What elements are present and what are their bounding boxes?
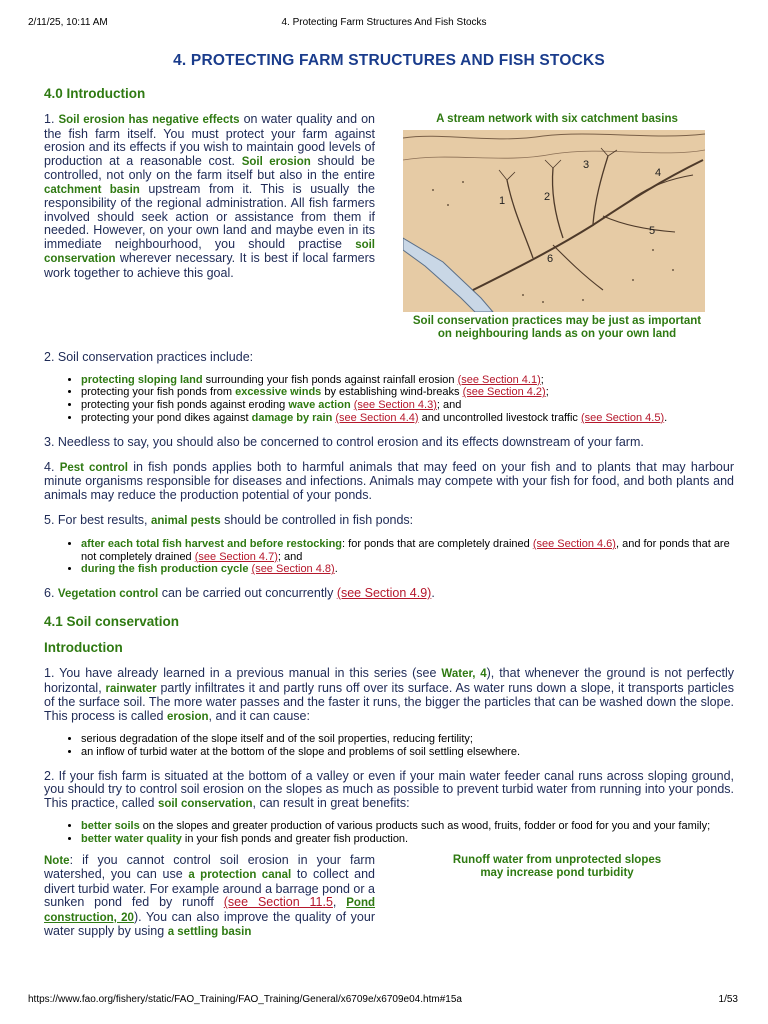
print-datetime: 2/11/25, 10:11 AM	[28, 17, 108, 28]
intro-paragraph-4	[44, 461, 734, 503]
term-protection-canal: a protection canal	[188, 869, 292, 882]
section-link-4-5[interactable]: (see Section 4.5)	[580, 411, 665, 424]
section-link-4-8[interactable]: (see Section 4.8)	[251, 563, 335, 576]
list-item	[81, 386, 734, 399]
term-settling-basin: a settling basin	[167, 926, 252, 939]
text-run: , and it can cause:	[208, 708, 310, 723]
para-number: 6.	[44, 585, 58, 600]
runoff-caption-1: Runoff water from unprotected slopes	[452, 853, 662, 866]
soil-paragraph-2	[44, 770, 734, 812]
term-vegetation-control: Vegetation control	[57, 587, 159, 600]
list-item	[81, 833, 734, 846]
term: after each total fish harvest and before restocking	[81, 537, 343, 550]
basin-label-6: 6	[547, 252, 554, 265]
section-link-4-3[interactable]: (see Section 4.3)	[353, 398, 437, 411]
term: better water quality	[81, 833, 182, 846]
term: better soils	[81, 820, 140, 833]
print-footer	[0, 992, 768, 1008]
erosion-effects-list	[44, 733, 734, 758]
term: protecting sloping land	[81, 373, 203, 386]
text-run: and uncontrolled livestock traffic	[418, 411, 581, 424]
term-animal-pests: animal pests	[150, 515, 221, 528]
term-soil-erosion-effects: Soil erosion has negative effects	[58, 114, 240, 126]
text-run: by establishing wind-breaks	[321, 386, 463, 399]
text-run: .	[334, 563, 338, 576]
note-label: Note	[44, 854, 70, 867]
pest-control-list	[44, 538, 734, 576]
section-link-4-9[interactable]: (see Section 4.9)	[336, 585, 432, 600]
runoff-figure	[396, 854, 718, 881]
text-run: to collect and divert turbid water. For example around a barrage pond or a sunken pond fed by runoff	[44, 867, 375, 910]
text-run: .	[431, 585, 435, 600]
stream-network-illustration	[403, 130, 705, 312]
text-run: 5. For best results,	[44, 513, 151, 528]
text-run: wherever necessary. It is best if local farmers work together to achieve this goal.	[44, 251, 375, 280]
term: excessive winds	[235, 386, 322, 399]
text-run: should be controlled, not only on the farm itself but also in the entire	[44, 153, 375, 182]
text-run: ;	[545, 386, 549, 399]
list-item: • serious degradation of the slope itself and of the soil properties, reducing fertility;	[81, 733, 734, 746]
text-run: on the slopes and greater production of various products such as wood, fruits, fodder or food for you and your family;	[139, 820, 711, 833]
catchment-figure	[396, 113, 718, 342]
runoff-caption-2: may increase pond turbidity	[480, 867, 634, 880]
term: wave action	[288, 398, 351, 411]
text-run: in your fish ponds and greater fish production.	[181, 833, 409, 846]
basin-label-4: 4	[655, 166, 662, 179]
term-rainwater: rainwater	[105, 682, 157, 695]
text-run: : if you cannot control soil erosion in your farm watershed, you can use	[44, 852, 375, 882]
soil-conservation-heading: 4.1 Soil conservation	[44, 614, 180, 630]
list-item	[81, 412, 734, 425]
print-header	[0, 6, 768, 28]
section-link-4-7[interactable]: (see Section 4.7)	[194, 550, 278, 563]
text-run: should be controlled in fish ponds:	[220, 513, 414, 528]
benefits-list	[44, 820, 734, 845]
text-run: : for ponds that are completely drained	[342, 537, 533, 550]
page-title: 4. PROTECTING FARM STRUCTURES AND FISH STOCKS	[173, 52, 605, 69]
text-run: on water quality and on the fish farm itself. You must protect your farm against erosion and its effects if you wish to maintain good levels of production at a reasonable cost.	[44, 112, 375, 168]
text-run: upstream from it. This is usually the responsibility of the regional administration. All fish farmers involved should seek action or assistance from them if needed. However, on your own land and maybe even in its immediate neighbourhood, you should practise	[44, 181, 376, 251]
para-number: 1.	[44, 112, 59, 126]
section-link-4-6[interactable]: (see Section 4.6)	[532, 537, 616, 550]
text-run: ; and	[277, 550, 303, 563]
intro-heading: 4.0 Introduction	[44, 86, 146, 101]
print-url: https://www.fao.org/fishery/static/FAO_Training/FAO_Training/General/x6709e/x6709e04.htm#15a	[28, 994, 462, 1005]
term-soil-conservation: soil conservation	[157, 797, 253, 810]
soil-paragraph-1	[44, 667, 734, 724]
list-item	[81, 374, 734, 387]
text-run: partly infiltrates it and partly runs off over its surface. As water runs down a slope, it transports particles of the surface soil. The more water passes and the faster it runs, the bigger the particles that can be washed down the slope. This process is called	[44, 680, 734, 723]
text-run: can be carried out concurrently	[158, 585, 337, 600]
term-soil-erosion: Soil erosion	[241, 155, 311, 168]
document-body	[44, 36, 734, 938]
soil-intro-subheading: Introduction	[44, 640, 123, 656]
list-item: • an inflow of turbid water at the bottom of the slope and problems of soil settling elsewhere.	[81, 746, 734, 759]
list-item	[81, 538, 734, 563]
text-run: 2. If your fish farm is situated at the bottom of a valley or even if your main water feeder canal runs across sloping ground, you should try to control soil erosion on the slopes as much as possible to prevent turbid water from running into your ponds. This practice, called	[44, 768, 734, 810]
text-run: protecting your fish ponds against eroding	[81, 398, 289, 411]
term: damage by rain	[251, 411, 333, 424]
conservation-practices-list	[44, 374, 734, 425]
intro-paragraph-6	[44, 587, 734, 602]
intro-paragraph-1	[44, 113, 375, 280]
para-number: 4.	[44, 459, 60, 474]
text-run: ; and	[436, 398, 462, 411]
figure-caption-bottom-2: on neighbouring lands as on your own land	[437, 328, 677, 340]
basin-label-2: 2	[544, 190, 551, 203]
text-run: ,	[332, 895, 347, 910]
text-run: surrounding your fish ponds against rainfall erosion	[202, 373, 458, 386]
figure-caption-bottom-1: Soil conservation practices may be just as important	[412, 314, 702, 327]
basin-label-3: 3	[583, 158, 590, 171]
intro-paragraph-5	[44, 514, 734, 529]
section-link-4-4[interactable]: (see Section 4.4)	[335, 411, 419, 424]
text-run: protecting your pond dikes against	[81, 411, 252, 424]
term: during the fish production cycle	[81, 563, 249, 576]
text-run: , and for ponds that are not completely drained	[81, 537, 730, 563]
print-doc-title: 4. Protecting Farm Structures And Fish Stocks	[281, 17, 487, 28]
basin-label-5: 5	[649, 224, 656, 237]
list-item	[81, 820, 734, 833]
list-item	[81, 399, 734, 412]
note-paragraph	[44, 854, 375, 940]
section-link-4-2[interactable]: (see Section 4.2)	[462, 386, 546, 399]
print-page-number: 1/53	[718, 994, 738, 1005]
intro-paragraph-2: 2. Soil conservation practices include:	[44, 350, 254, 364]
text-run: ). You can also improve the quality of your water supply by using	[44, 909, 375, 939]
text-run: , can result in great benefits:	[252, 795, 410, 810]
text-run: 1. You have already learned in a previous manual in this series (see	[44, 666, 442, 681]
section-link-11-5[interactable]: (see Section 11.5	[223, 895, 333, 910]
text-run: .	[664, 411, 668, 424]
figure-caption-top: A stream network with six catchment basins	[436, 113, 678, 125]
note-section	[44, 854, 734, 938]
text-run: protecting your fish ponds from	[81, 386, 236, 399]
text-run: ;	[540, 373, 544, 386]
term-catchment-basin: catchment basin	[44, 183, 140, 196]
list-item	[81, 563, 734, 576]
term-erosion: erosion	[166, 710, 209, 723]
pond-construction-link[interactable]: Pond construction, 20	[44, 897, 376, 924]
term-soil-conservation: soil conservation	[44, 238, 375, 265]
section-link-4-1[interactable]: (see Section 4.1)	[457, 373, 541, 386]
intro-section	[44, 113, 734, 345]
term-pest-control: Pest control	[59, 461, 128, 474]
intro-paragraph-3: 3. Needless to say, you should also be concerned to control erosion and its effects downstream of your farm.	[44, 435, 644, 450]
text-run: in fish ponds applies both to harmful animals that may feed on your fish and to plants that may harbour minute organisms responsible for diseases and infections. Animals may compete with your fish for food, and both plants and animals may reduce the production potential of your ponds.	[44, 459, 734, 502]
term-water-4: Water, 4	[441, 668, 487, 681]
basin-label-1: 1	[499, 194, 506, 207]
text-run: ), that whenever the ground is not perfectly horizontal,	[44, 666, 734, 695]
